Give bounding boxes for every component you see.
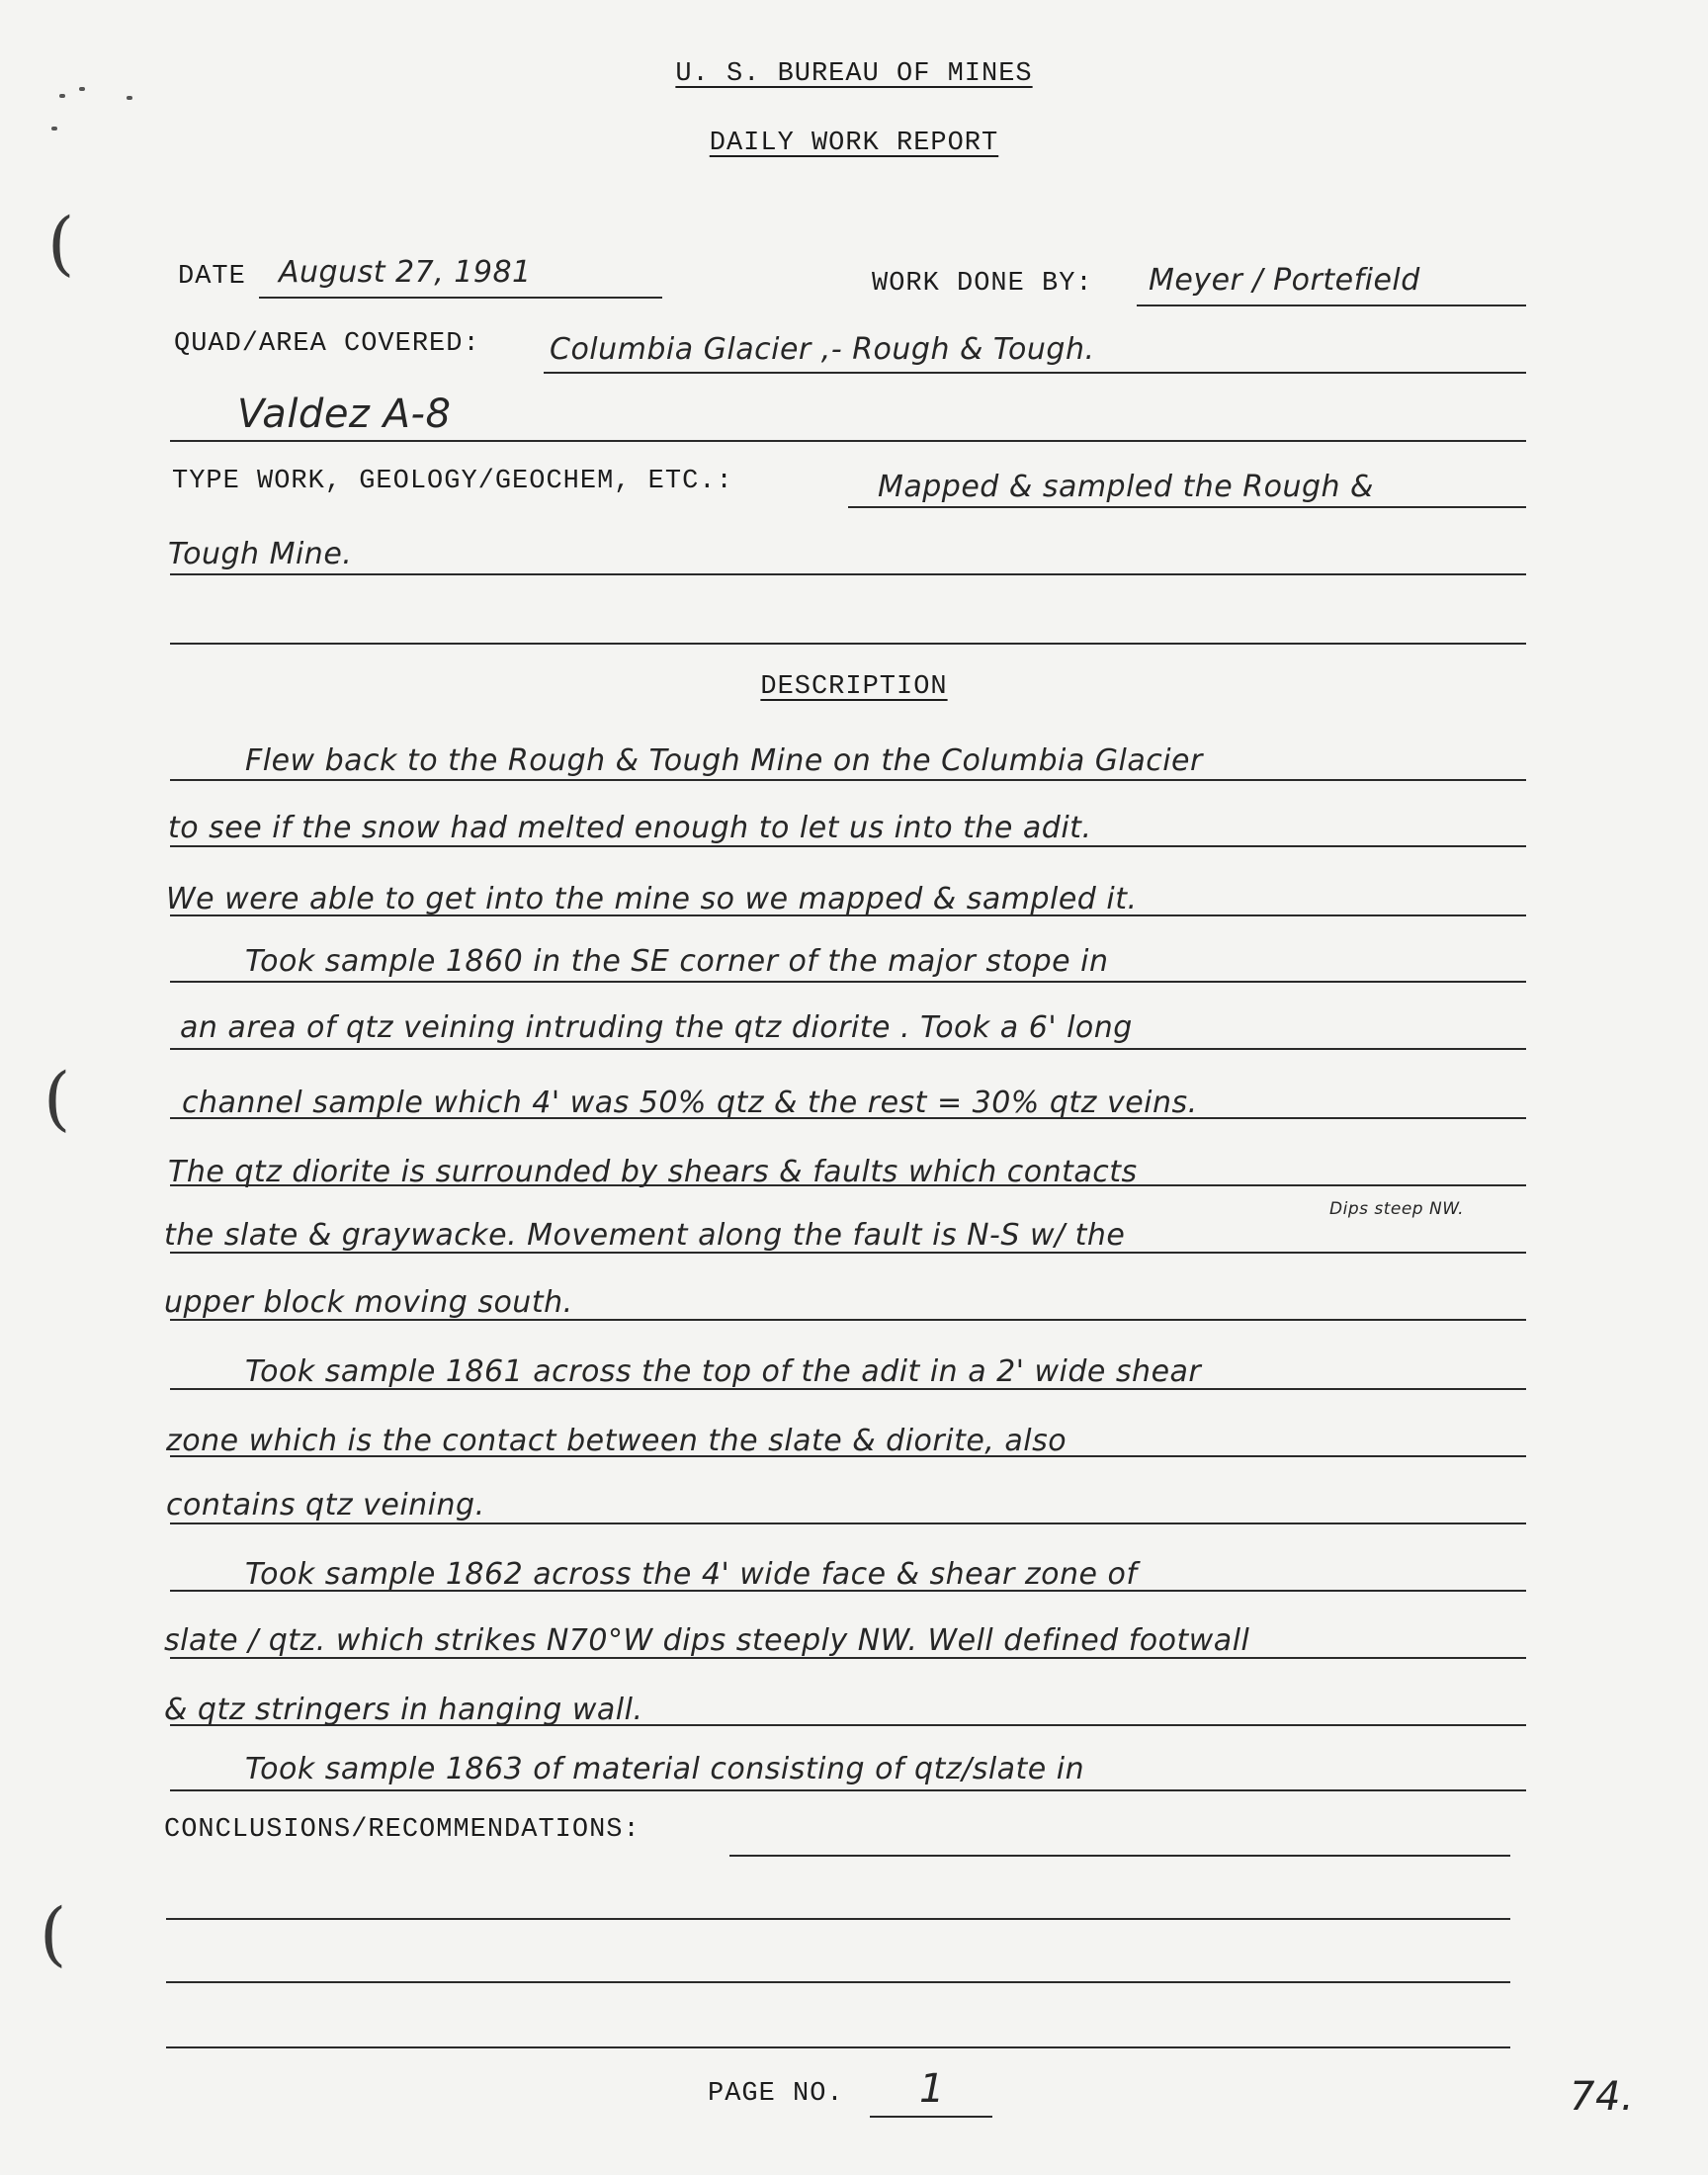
margin-paren-top: ( <box>47 203 75 284</box>
description-rule <box>170 1388 1526 1390</box>
description-rule <box>170 981 1526 983</box>
type-work-value-line-1: Mapped & sampled the Rough & <box>878 470 1374 504</box>
description-rule <box>170 845 1526 847</box>
type-work-line-1 <box>848 506 1526 508</box>
description-rule <box>170 1522 1526 1524</box>
type-work-value-line-2: Tough Mine. <box>168 537 353 571</box>
description-heading: DESCRIPTION <box>760 672 948 702</box>
description-rule <box>170 1789 1526 1791</box>
quad-line-2 <box>170 440 1526 442</box>
description-rule <box>170 779 1526 781</box>
quad-line-1 <box>544 372 1526 374</box>
scan-speck <box>127 96 132 100</box>
agency-title: U. S. BUREAU OF MINES <box>675 59 1033 89</box>
conclusions-line-4 <box>166 2046 1510 2048</box>
description-line: channel sample which 4' was 50% qtz & the rest = 30% qtz veins. <box>182 1086 1198 1120</box>
quad-area-label: QUAD/AREA COVERED: <box>174 329 480 359</box>
page-number-line <box>870 2116 992 2118</box>
description-line: slate / qtz. which strikes N70°W dips steeply NW. Well defined footwall <box>164 1623 1250 1658</box>
description-line: zone which is the contact between the slate & diorite, also <box>166 1424 1068 1458</box>
date-line <box>259 297 662 299</box>
quad-value-line-2: Valdez A-8 <box>237 392 452 437</box>
description-line: We were able to get into the mine so we mapped & sampled it. <box>166 882 1138 916</box>
description-line: contains qtz veining. <box>166 1488 485 1522</box>
description-line: Took sample 1862 across the 4' wide face & shear zone of <box>245 1557 1138 1592</box>
work-done-by-line <box>1137 304 1526 306</box>
type-work-label: TYPE WORK, GEOLOGY/GEOCHEM, ETC.: <box>172 467 733 496</box>
description-line: upper block moving south. <box>164 1285 573 1320</box>
scan-speck <box>59 94 65 98</box>
date-value: August 27, 1981 <box>279 255 532 290</box>
form-title: DAILY WORK REPORT <box>709 129 999 158</box>
date-label: DATE <box>178 262 246 292</box>
description-line: Flew back to the Rough & Tough Mine on the Columbia Glacier <box>245 743 1203 778</box>
work-done-by-value: Meyer / Portefield <box>1149 263 1420 298</box>
description-rule <box>170 1184 1526 1186</box>
conclusions-line-1 <box>729 1855 1510 1857</box>
description-line: Took sample 1863 of material consisting of qtz/slate in <box>245 1752 1085 1786</box>
page-number-value: 1 <box>919 2066 945 2112</box>
work-done-by-label: WORK DONE BY: <box>872 269 1093 299</box>
margin-paren-bottom: ( <box>40 1893 67 1974</box>
description-rule <box>170 1724 1526 1726</box>
description-line: & qtz stringers in hanging wall. <box>164 1693 643 1727</box>
description-line: The qtz diorite is surrounded by shears & faults which contacts <box>168 1155 1138 1189</box>
description-line: Took sample 1861 across the top of the adit in a 2' wide shear <box>245 1354 1202 1389</box>
description-rule <box>170 1590 1526 1592</box>
description-rule <box>170 1048 1526 1050</box>
type-work-line-2 <box>170 573 1526 575</box>
conclusions-line-2 <box>166 1918 1510 1920</box>
dip-annotation: Dips steep NW. <box>1329 1199 1465 1219</box>
sheet-number: 74. <box>1570 2074 1635 2120</box>
type-work-line-3 <box>170 643 1526 645</box>
description-line: the slate & graywacke. Movement along the fault is N-S w/ the <box>164 1218 1126 1253</box>
description-line: an area of qtz veining intruding the qtz diorite . Took a 6' long <box>180 1010 1133 1045</box>
page-number-label: PAGE NO. <box>708 2079 844 2109</box>
margin-paren-middle: ( <box>43 1058 71 1139</box>
description-line: Took sample 1860 in the SE corner of the major stope in <box>245 944 1109 979</box>
conclusions-label: CONCLUSIONS/RECOMMENDATIONS: <box>164 1815 640 1845</box>
description-rule <box>170 1455 1526 1457</box>
description-rule <box>170 1657 1526 1659</box>
conclusions-line-3 <box>166 1981 1510 1983</box>
description-rule <box>170 1117 1526 1119</box>
description-rule <box>170 1319 1526 1321</box>
description-line: to see if the snow had melted enough to let us into the adit. <box>168 811 1092 845</box>
description-rule <box>170 914 1526 916</box>
description-rule <box>170 1252 1526 1254</box>
quad-value-line-1: Columbia Glacier ,- Rough & Tough. <box>550 332 1095 367</box>
